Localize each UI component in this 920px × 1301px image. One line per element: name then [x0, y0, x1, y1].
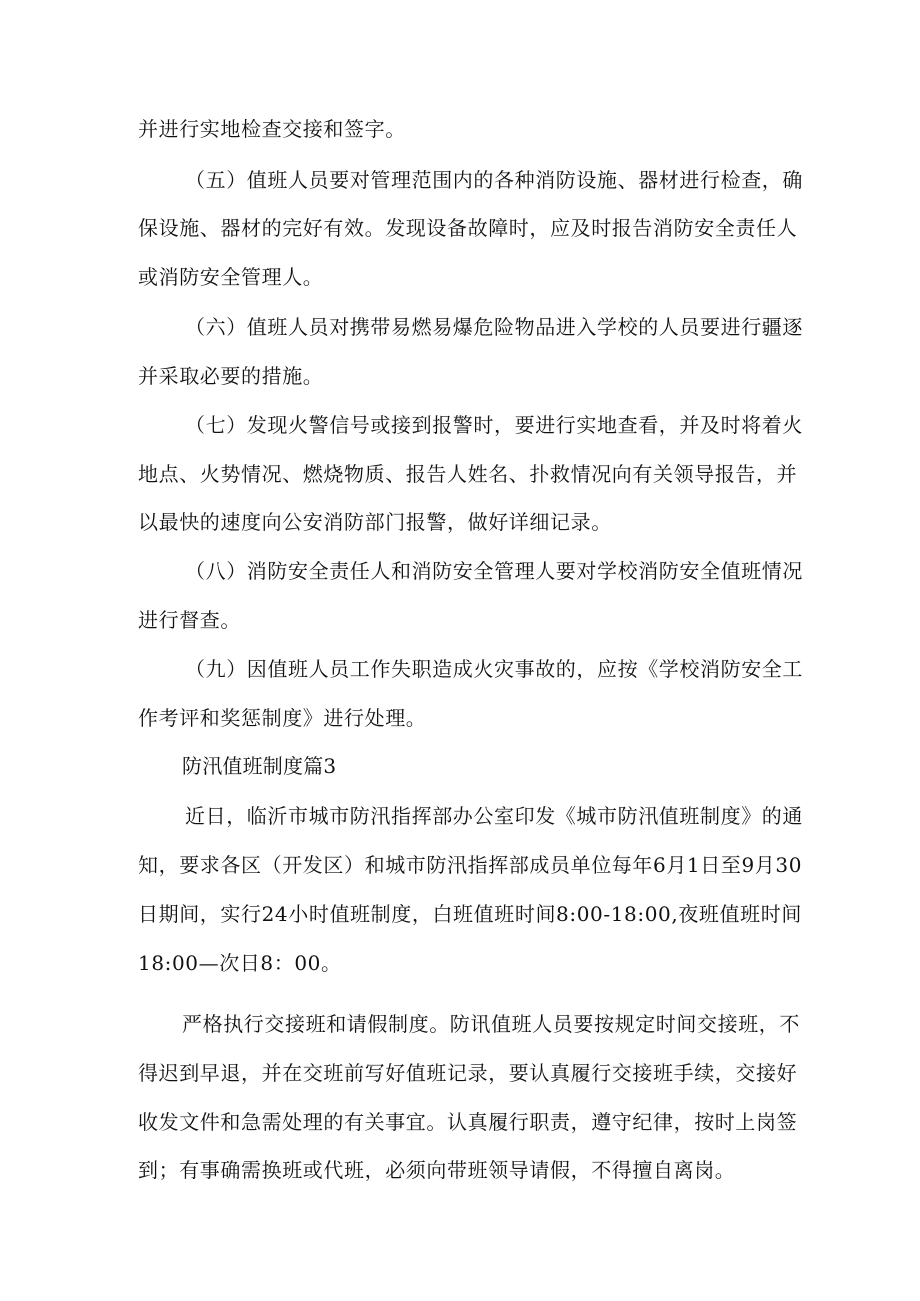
text-line: 知，要求各区（开发区）和城市防汛指挥部成员单位每年6月1日至9月30 — [138, 853, 803, 877]
text-line: （八）消防安全责任人和消防安全管理人要对学校消防安全值班情况 — [185, 559, 803, 583]
text-line: 到；有事确需换班或代班，必须向带班领导请假，不得擅自离岗。 — [138, 1158, 736, 1182]
text-line: 18:00—次日8：00。 — [138, 951, 342, 975]
text-line: 日期间，实行24小时值班制度，白班值班时间8:00-18:00,夜班值班时间 — [138, 902, 802, 926]
text-line: （五）值班人员要对管理范围内的各种消防设施、器材进行检查，确 — [185, 168, 803, 192]
text-line: 近日，临沂市城市防汛指挥部办公室印发《城市防汛值班制度》的通 — [185, 804, 803, 828]
text-line: 或消防安全管理人。 — [138, 265, 324, 289]
text-line: 进行督查。 — [138, 608, 241, 632]
text-line: （九）因值班人员工作失职造成火灾事故的，应按《学校消防安全工 — [185, 657, 803, 681]
text-line: 得迟到早退，并在交班前写好值班记录，要认真履行交接班手续，交接好 — [138, 1061, 798, 1085]
text-line: （六）值班人员对携带易燃易爆危险物品进入学校的人员要进行疆逐 — [185, 315, 803, 339]
text-line: （七）发现火警信号或接到报警时，要进行实地查看，并及时将着火 — [185, 413, 803, 437]
text-line: 收发文件和急需处理的有关事宜。认真履行职责，遵守纪律，按时上岗签 — [138, 1110, 798, 1134]
text-line: 地点、火势情况、燃烧物质、报告人姓名、扑救情况向有关领导报告，并 — [138, 462, 798, 486]
text-line: 保设施、器材的完好有效。发现设备故障时，应及时报告消防安全责任人 — [138, 216, 798, 240]
text-line: 严格执行交接班和请假制度。防讯值班人员要按规定时间交接班，不 — [182, 1012, 800, 1036]
text-line: 以最快的速度向公安消防部门报警，做好详细记录。 — [138, 510, 612, 534]
text-line: 并采取必要的措施。 — [138, 364, 324, 388]
text-line: 并进行实地检查交接和签字。 — [138, 117, 406, 141]
text-line: 作考评和奖惩制度》进行处理。 — [138, 706, 427, 730]
section-heading: 防汛值班制度篇3 — [182, 754, 337, 778]
